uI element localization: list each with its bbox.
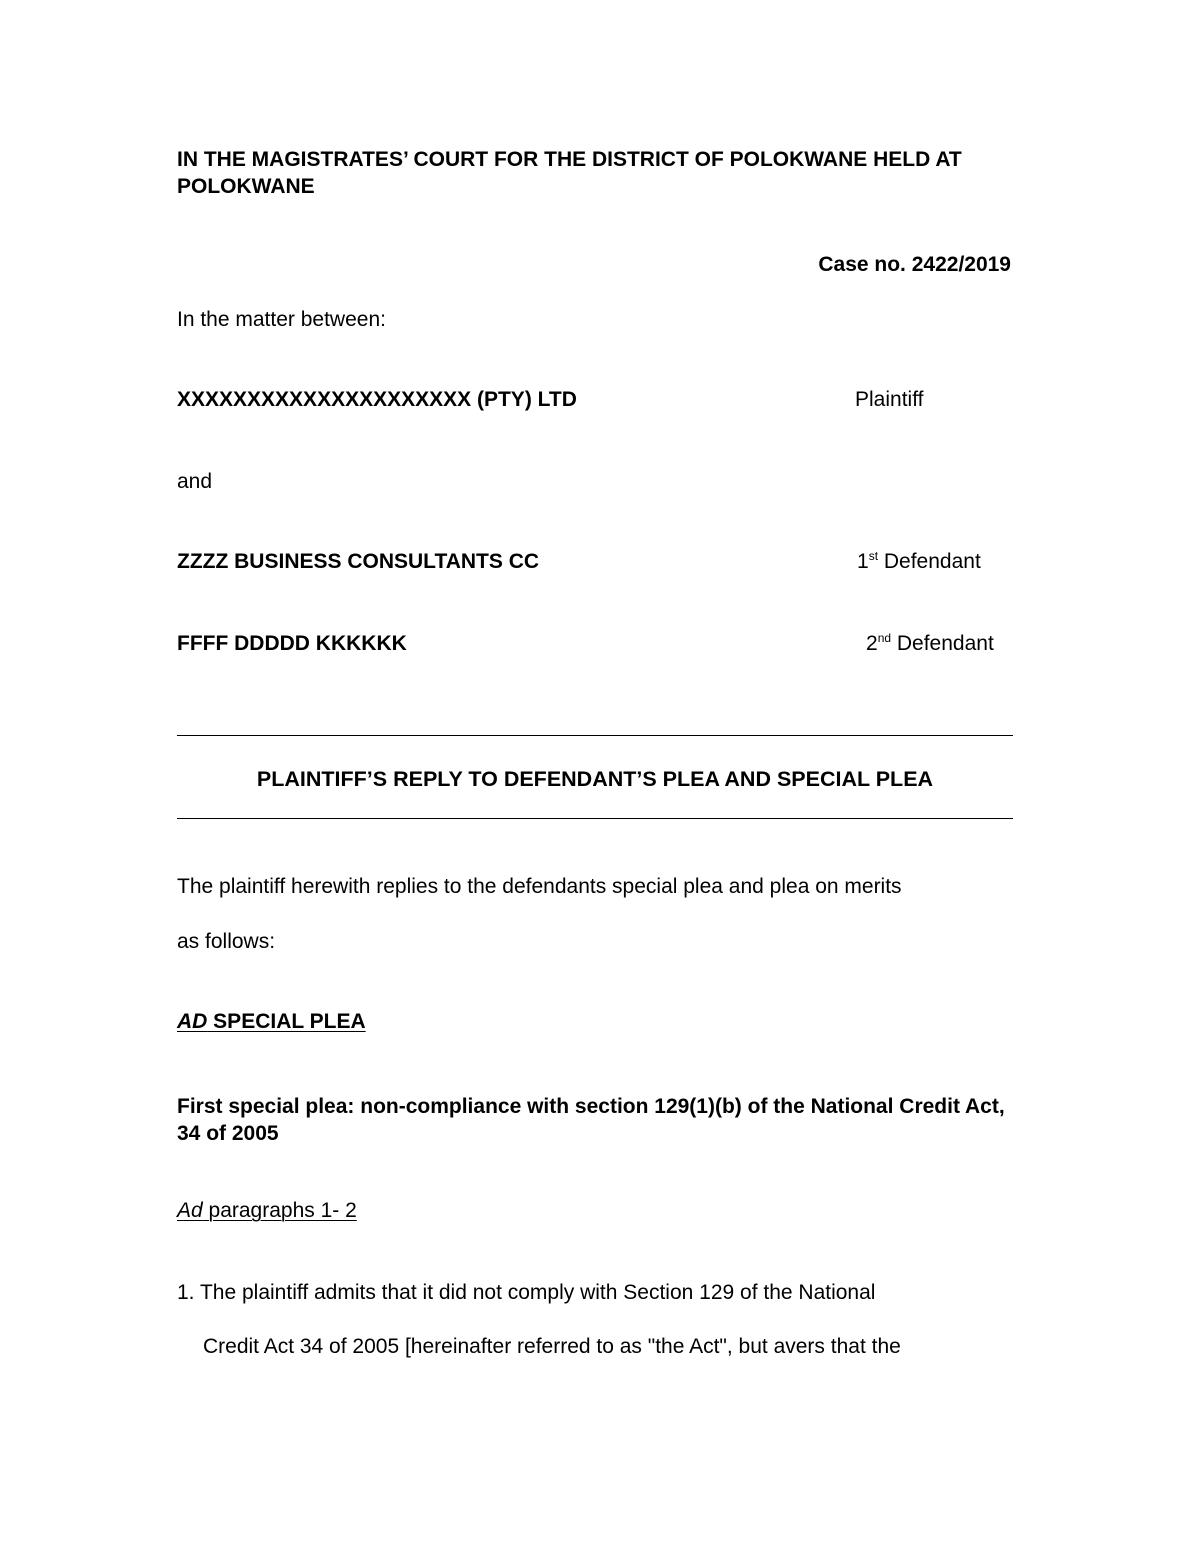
paragraph-1-line-1: 1. The plaintiff admits that it did not comply with Section 129 of the National [177,1281,876,1304]
plaintiff-name: XXXXXXXXXXXXXXXXXXXXX (PTY) LTD [177,388,577,411]
first-special-plea-heading: First special plea: non-compliance with section 129(1)(b) of the National Credit Act, 34 of 2005 [177,1095,1005,1145]
defendant2-role-label: Defendant [891,632,994,655]
ad-paragraphs-text: paragraphs 1- 2 [202,1199,357,1222]
defendant1-role [857,551,981,572]
ad-paragraphs-prefix: Ad [177,1199,203,1222]
case-number: Case no. 2422/2019 [818,253,1011,276]
ad-heading-text: SPECIAL PLEA [207,1010,366,1033]
title-rule-bottom [177,818,1013,819]
matter-intro: In the matter between: [177,308,386,331]
intro-line-2: as follows: [177,930,276,953]
ad-special-plea-heading [177,1011,366,1032]
document-title: PLAINTIFF’S REPLY TO DEFENDANT’S PLEA AND SPECIAL PLEA [256,767,934,791]
defendant2-number: 2 [866,632,878,655]
defendant1-name: ZZZZ BUSINESS CONSULTANTS CC [177,550,540,573]
defendant1-role-label: Defendant [878,550,981,573]
defendant1-ordinal: st [868,549,879,563]
defendant2-name: FFFF DDDDD KKKKKK [177,632,407,655]
ad-paragraphs-heading [177,1200,357,1221]
intro-line-1: The plaintiff herewith replies to the defendants special plea and plea on merits [177,875,902,898]
ad-prefix: AD [177,1010,208,1033]
conjunction-and: and [177,470,213,493]
defendant2-ordinal: nd [877,631,892,645]
defendant1-number: 1 [857,550,869,573]
title-rule-top [177,735,1013,736]
paragraph-1-line-2: Credit Act 34 of 2005 [hereinafter referred to as "the Act", but avers that the [203,1335,901,1358]
plaintiff-role: Plaintiff [855,388,924,411]
defendant2-role [866,633,994,654]
court-title: IN THE MAGISTRATES’ COURT FOR THE DISTRICT OF POLOKWANE HELD AT POLOKWANE [177,148,962,198]
